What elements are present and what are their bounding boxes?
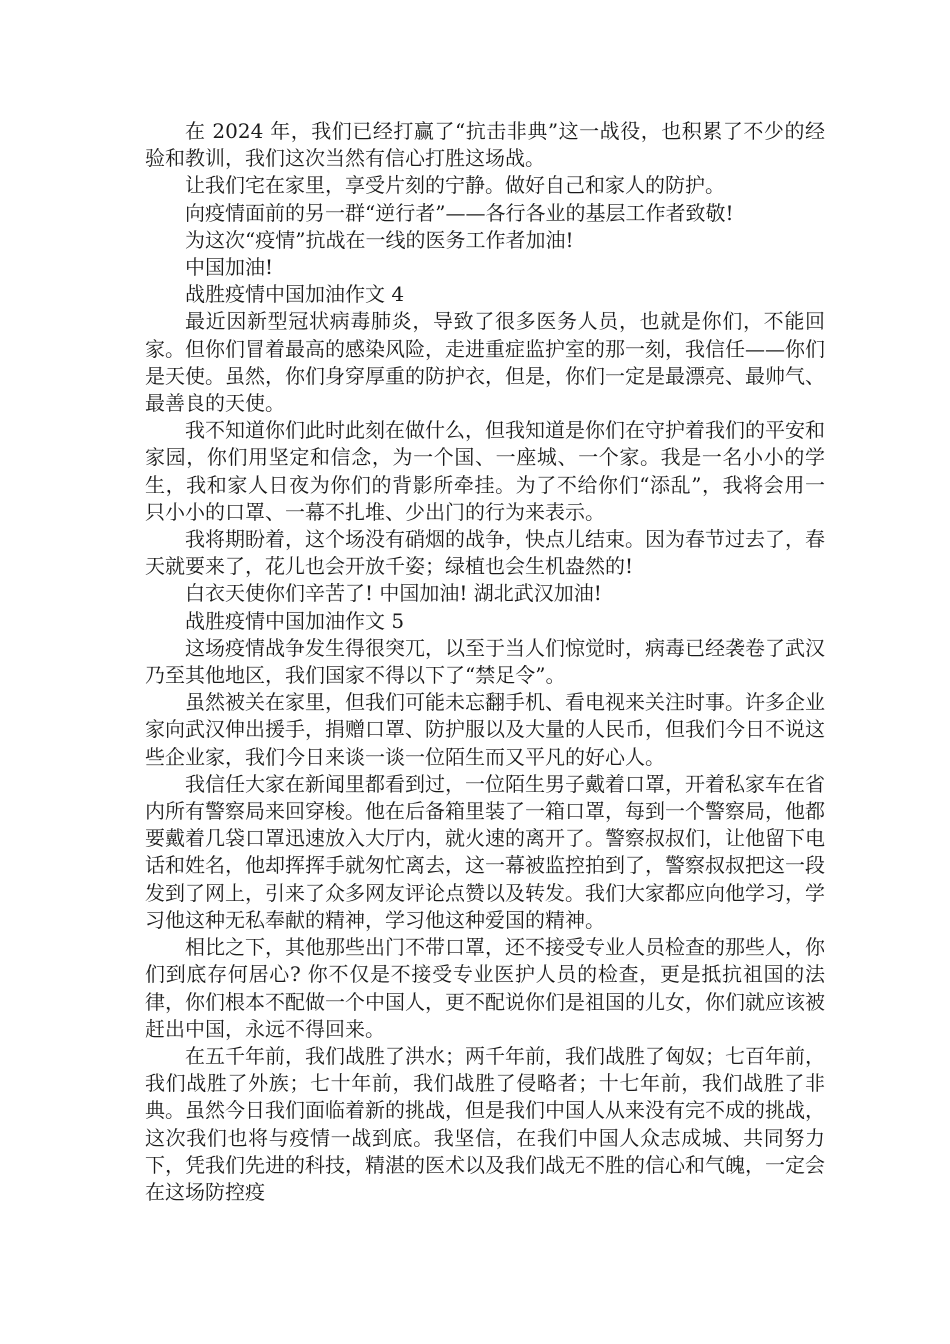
paragraph: 白衣天使你们辛苦了! 中国加油! 湖北武汉加油! bbox=[185, 581, 602, 606]
section-heading: 战胜疫情中国加油作文 4 bbox=[185, 282, 405, 307]
paragraph: 我信任大家在新闻里都看到过，一位陌生男子戴着口罩，开着私家车在省内所有警察局来回穿梭。他在后备箱里装了一箱口罩，每到一个警察局，他都要戴着几袋口罩迅速放入大厅内，就火速的离开了。警察叔叔们，让他留下电话和姓名，他却挥挥手就匆忙离去，这一幕被监控拍到了，警察叔叔把这一段发到了网上，引来了众多网友评论点赞以及转发。我们大家都应向他学习，学习他这种无私奉献的精神，学习他这种爱国的精神。 bbox=[145, 771, 825, 932]
paragraph: 让我们宅在家里，享受片刻的宁静。做好自己和家人的防护。 bbox=[185, 173, 725, 198]
paragraph: 在 2024 年，我们已经打赢了“抗击非典”这一战役，也积累了不少的经验和教训，我们这次当然有信心打胜这场战。 bbox=[145, 119, 825, 171]
paragraph: 向疫情面前的另一群“逆行者”——各行各业的基层工作者致敬! bbox=[185, 200, 734, 225]
paragraph: 虽然被关在家里，但我们可能未忘翻手机、看电视来关注时事。许多企业家向武汉伸出援手，捐赠口罩、防护服以及大量的人民币，但我们今日不说这些企业家，我们今日来谈一谈一位陌生而又平凡的好心人。 bbox=[145, 690, 825, 769]
paragraph: 我不知道你们此时此刻在做什么，但我知道是你们在守护着我们的平安和家园，你们用坚定和信念，为一个国、一座城、一个家。我是一名小小的学生，我和家人日夜为你们的背影所牵挂。为了不给你们“添乱”，我将会用一只小小的口罩、一幕不扎堆、少出门的行为来表示。 bbox=[145, 418, 825, 524]
paragraph: 最近因新型冠状病毒肺炎，导致了很多医务人员，也就是你们，不能回家。但你们冒着最高的感染风险，走进重症监护室的那一刻，我信任——你们是天使。虽然，你们身穿厚重的防护衣，但是，你们一定是最漂亮、最帅气、最善良的天使。 bbox=[145, 309, 825, 416]
paragraph: 这场疫情战争发生得很突兀，以至于当人们惊觉时，病毒已经袭卷了武汉乃至其他地区，我们国家不得以下了“禁足令”。 bbox=[145, 635, 825, 688]
paragraph: 我将期盼着，这个场没有硝烟的战争，快点儿结束。因为春节过去了，春天就要来了，花儿也会开放千姿；绿植也会生机盎然的! bbox=[145, 527, 825, 579]
paragraph: 在五千年前，我们战胜了洪水；两千年前，我们战胜了匈奴；七百年前，我们战胜了外族；七十年前，我们战胜了侵略者；十七年前，我们战胜了非典。虽然今日我们面临着新的挑战，但是我们中国人从来没有完不成的挑战，这次我们也将与疫情一战到底。我坚信，在我们中国人众志成城、共同努力下，凭我们先进的科技，精湛的医术以及我们战无不胜的信心和气魄，一定会在这场防控疫 bbox=[145, 1043, 825, 1204]
section-heading: 战胜疫情中国加油作文 5 bbox=[185, 608, 405, 633]
paragraph: 相比之下，其他那些出门不带口罩，还不接受专业人员检查的那些人，你们到底存何居心? 你不仅是不接受专业医护人员的检查，更是抵抗祖国的法律，你们根本不配做一个中国人，更不配说你们是祖国的儿女，你们就应该被赶出中国，永远不得回来。 bbox=[145, 935, 825, 1041]
paragraph: 为这次“疫情”抗战在一线的医务工作者加油! bbox=[185, 227, 574, 252]
document-body bbox=[145, 118, 825, 1206]
paragraph: 中国加油! bbox=[185, 255, 274, 280]
